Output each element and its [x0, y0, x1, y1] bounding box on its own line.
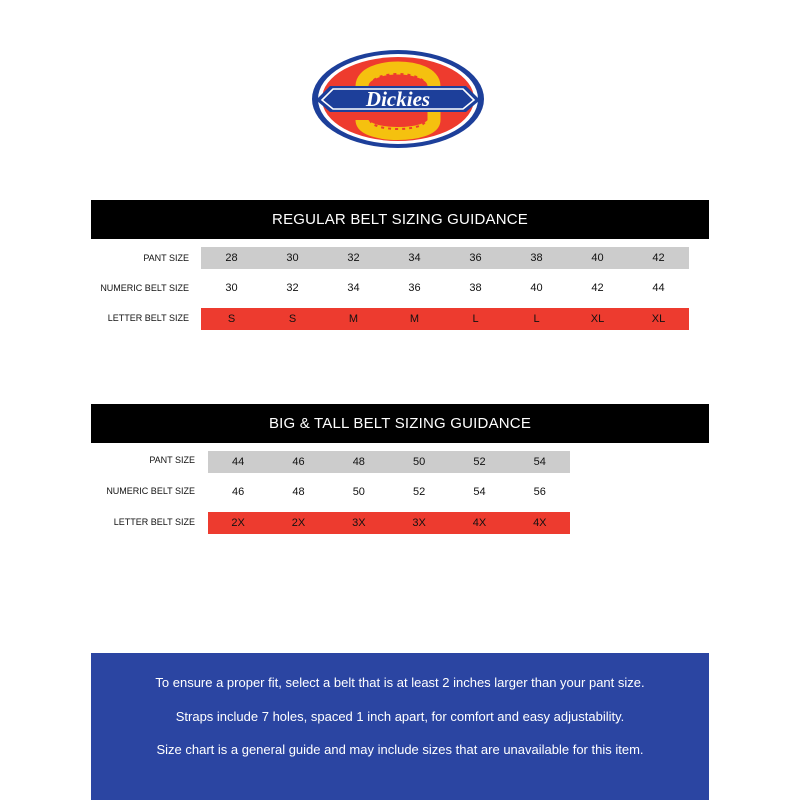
size-cell: 38 — [530, 252, 543, 264]
fit-note: To ensure a proper fit, select a belt that is at least 2 inches larger than your pant size. — [155, 675, 645, 690]
size-cell: 44 — [652, 282, 665, 294]
size-cell: 46 — [232, 486, 245, 498]
size-cell: 2X — [291, 517, 306, 529]
size-cell: 34 — [408, 252, 421, 264]
size-cell: 42 — [591, 282, 604, 294]
disclaimer-note: Size chart is a general guide and may include sizes that are unavailable for this item. — [156, 742, 644, 757]
regular-sizing-title: REGULAR BELT SIZING GUIDANCE — [272, 211, 528, 228]
regular-pant-size-label: PANT SIZE — [143, 253, 189, 263]
regular-letter-belt-size-label: LETTER BELT SIZE — [107, 313, 189, 323]
size-cell: L — [472, 313, 479, 325]
size-cell: 42 — [652, 252, 665, 264]
big-tall-pant-size-label: PANT SIZE — [149, 455, 195, 465]
size-cell: 30 — [225, 282, 238, 294]
size-cell: 30 — [286, 252, 299, 264]
strap-note: Straps include 7 holes, spaced 1 inch apart, for comfort and easy adjustability. — [175, 709, 625, 724]
size-cell: 52 — [413, 486, 426, 498]
size-cell: 54 — [473, 486, 486, 498]
size-cell: 3X — [352, 517, 366, 529]
big-tall-sizing-header — [91, 404, 709, 443]
size-cell: 50 — [352, 486, 365, 498]
size-cell: M — [409, 313, 420, 325]
regular-numeric-belt-size-label: NUMERIC BELT SIZE — [100, 283, 189, 293]
fit-notes-panel — [91, 653, 709, 800]
size-cell: 4X — [472, 517, 487, 529]
size-cell: 44 — [232, 456, 245, 468]
size-cell: L — [533, 313, 540, 325]
big-tall-letter-belt-size-label: LETTER BELT SIZE — [113, 517, 195, 527]
size-cell: 3X — [412, 517, 426, 529]
dickies-logo — [310, 48, 486, 150]
size-cell: 40 — [591, 252, 604, 264]
size-cell: 48 — [292, 486, 305, 498]
size-cell: 54 — [533, 456, 546, 468]
big-tall-sizing-title: BIG & TALL BELT SIZING GUIDANCE — [268, 415, 532, 432]
size-cell: 32 — [347, 252, 360, 264]
size-cell: 52 — [473, 456, 486, 468]
big-tall-numeric-belt-size-row — [208, 481, 570, 503]
size-cell: 34 — [347, 282, 360, 294]
regular-sizing-header — [91, 200, 709, 239]
size-cell: XL — [590, 313, 605, 325]
size-cell: 48 — [352, 456, 365, 468]
size-cell: 50 — [413, 456, 426, 468]
size-cell: 46 — [292, 456, 305, 468]
size-cell: 32 — [286, 282, 299, 294]
size-cell: 38 — [469, 282, 482, 294]
size-cell: M — [348, 313, 359, 325]
size-cell: 56 — [533, 486, 546, 498]
regular-numeric-belt-size-row — [201, 277, 689, 299]
size-cell: 2X — [231, 517, 245, 529]
size-cell: 40 — [530, 282, 543, 294]
big-tall-pant-size-row — [208, 451, 570, 473]
big-tall-letter-belt-size-row — [208, 512, 570, 534]
size-cell: S — [288, 313, 297, 325]
size-cell: S — [227, 313, 236, 325]
regular-letter-belt-size-row — [201, 308, 689, 330]
size-cell: 36 — [408, 282, 421, 294]
size-cell: XL — [651, 313, 666, 325]
size-cell: 4X — [533, 517, 547, 529]
regular-pant-size-row — [201, 247, 689, 269]
size-cell: 28 — [225, 252, 238, 264]
logo-text: Dickies — [365, 87, 431, 111]
size-cell: 36 — [469, 252, 482, 264]
big-tall-numeric-belt-size-label: NUMERIC BELT SIZE — [106, 486, 195, 496]
